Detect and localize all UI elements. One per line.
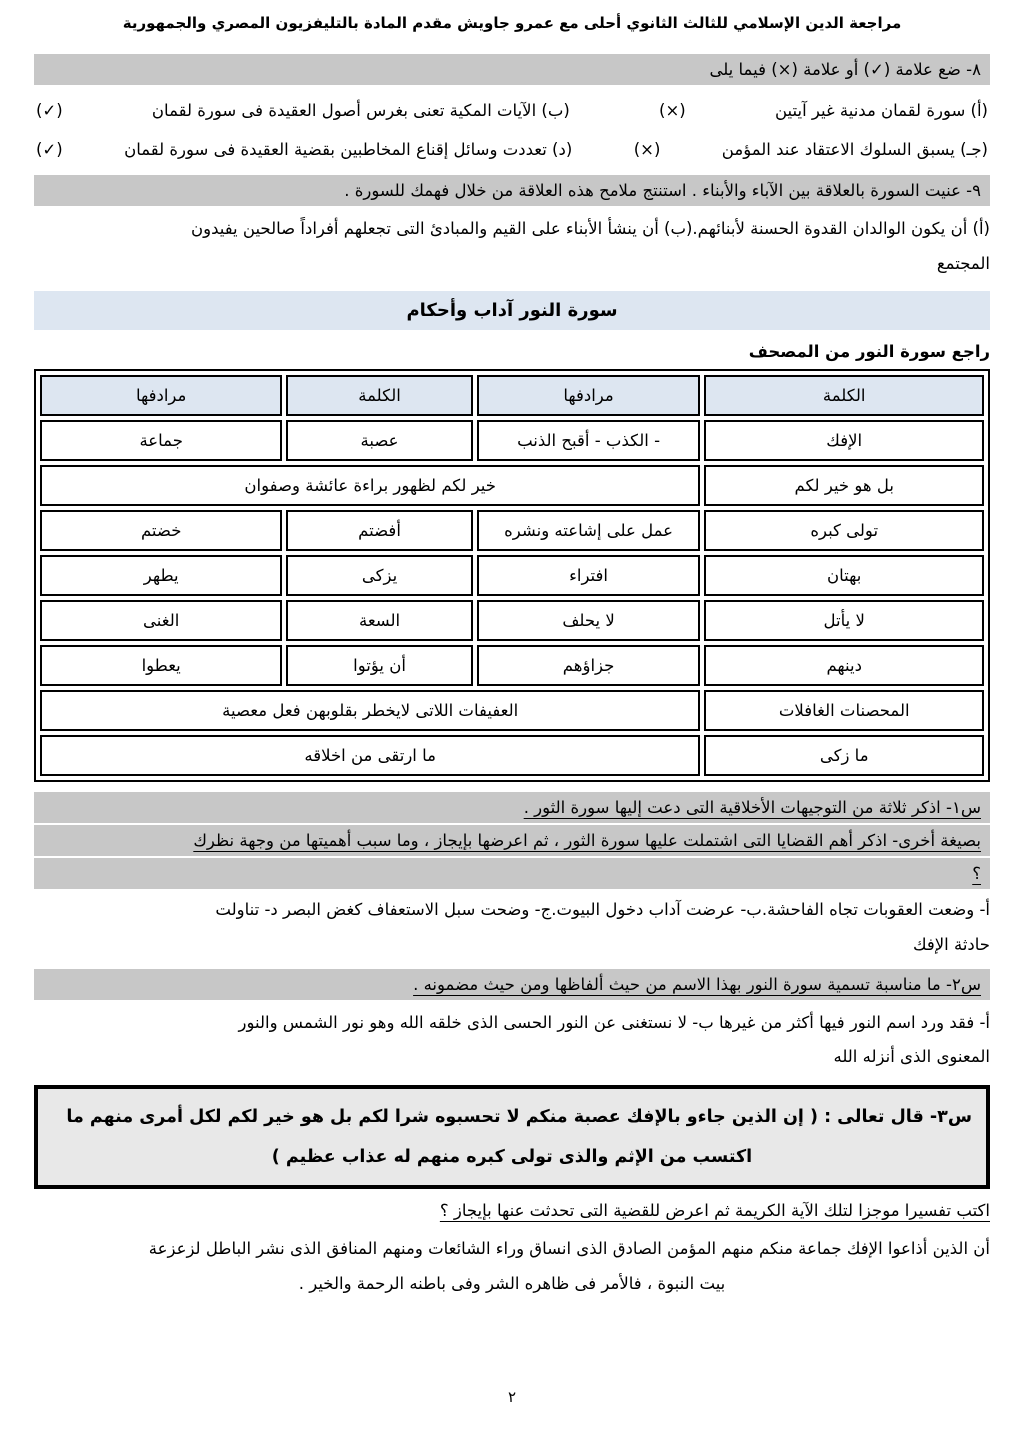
q1-line2: بصيغة أخرى- اذكر أهم القضايا التى اشتملت عليها سورة الثور ، ثم اعرضها بإيجاز ، وما سبب أهميتها من وجهة نظرك bbox=[193, 831, 981, 851]
q8-row-cd bbox=[34, 130, 990, 169]
vocab-cell: يزكى bbox=[286, 555, 472, 596]
q8-item-a: (أ) سورة لقمان مدنية غير آيتين bbox=[774, 101, 988, 120]
q2-answer-line2: المعنوى الذى أنزله الله bbox=[833, 1047, 990, 1067]
vocab-header-cell: مرادفها bbox=[40, 375, 282, 416]
q1-line3-bar bbox=[34, 858, 990, 889]
vocab-cell: الإفك bbox=[704, 420, 984, 461]
vocab-row bbox=[40, 645, 984, 686]
q9-title-bar bbox=[34, 175, 990, 206]
q8-item-b: (ب) الآيات المكية تعنى بغرس أصول العقيدة فى سورة لقمان bbox=[151, 101, 570, 120]
q3-task bbox=[34, 1201, 990, 1220]
vocab-cell-merged: العفيفات اللاتى لايخطر بقلوبهن فعل معصية bbox=[40, 690, 700, 731]
vocab-cell: المحصنات الغافلات bbox=[704, 690, 984, 731]
q8-item-d: (د) تعددت وسائل إقناع المخاطبين بقضية العقيدة فى سورة لقمان bbox=[124, 140, 573, 159]
vocab-cell: لا يحلف bbox=[477, 600, 701, 641]
q1-answer-line1: أ- وضعت العقوبات تجاه الفاحشة.ب- عرضت آداب دخول البيوت.ج- وضحت سبل الاستعفاف كغض البصر د- تناولت bbox=[215, 900, 990, 920]
q3-answer-line1: أن الذين أذاعوا الإفك جماعة منكم منهم المؤمن الصادق الذى انساق وراء الشائعات ومنهم المنافق الذى نشر الباطل لزعزعة bbox=[148, 1239, 990, 1259]
vocab-cell: أفضتم bbox=[286, 510, 472, 551]
section-title-bar bbox=[34, 291, 990, 330]
vocab-cell: افتراء bbox=[477, 555, 701, 596]
q9-answer bbox=[34, 212, 990, 281]
q1-answer-line2: حادثة الإفك bbox=[912, 934, 990, 954]
q1-line3: ؟ bbox=[972, 864, 981, 884]
vocab-cell: لا يأتل bbox=[704, 600, 984, 641]
vocab-cell: يطهر bbox=[40, 555, 282, 596]
vocab-cell-merged: خير لكم لظهور براءة عائشة وصفوان bbox=[40, 465, 700, 506]
vocab-cell: بل هو خير لكم bbox=[704, 465, 984, 506]
vocab-header-cell: مرادفها bbox=[477, 375, 701, 416]
q8-title: ٨- ضع علامة (✓) أو علامة (×) فيما يلى bbox=[709, 60, 981, 79]
section-title: سورة النور آداب وأحكام bbox=[406, 300, 618, 322]
q3-answer-line2: بيت النبوة ، فالأمر فى ظاهره الشر وفى باطنه الرحمة والخير . bbox=[298, 1273, 726, 1293]
vocab-cell: أن يؤتوا bbox=[286, 645, 472, 686]
vocab-header-cell: الكلمة bbox=[286, 375, 472, 416]
vocab-cell: جزاؤهم bbox=[477, 645, 701, 686]
q2-title: س٢- ما مناسبة تسمية سورة النور بهذا الاسم من حيث ألفاظها ومن حيث مضمونه . bbox=[413, 974, 981, 994]
vocab-cell: عمل على إشاعته ونشره bbox=[477, 510, 701, 551]
q3-verse-line1: س٣- قال تعالى : ( إن الذين جاءو بالإفك عصبة منكم لا تحسبوه شرا لكم بل هو خير لكم لكل أمرى منهم ما bbox=[66, 1106, 972, 1127]
q1-line2-bar bbox=[34, 825, 990, 856]
q1-line1-bar bbox=[34, 792, 990, 823]
vocab-cell: بهتان bbox=[704, 555, 984, 596]
vocab-row bbox=[40, 600, 984, 641]
vocab-cell: دينهم bbox=[704, 645, 984, 686]
q9-title: ٩- عنيت السورة بالعلاقة بين الآباء والأبناء . استنتج ملامح هذه العلاقة من خلال فهمك للسورة . bbox=[344, 181, 981, 200]
vocab-row bbox=[40, 465, 984, 506]
q3-verse-box bbox=[34, 1085, 990, 1190]
q8-mark-b: (✓) bbox=[36, 101, 63, 120]
vocab-cell: خضتم bbox=[40, 510, 282, 551]
q8-mark-c: (×) bbox=[633, 140, 661, 159]
q2-answer bbox=[34, 1006, 990, 1075]
vocab-cell: يعطوا bbox=[40, 645, 282, 686]
q8-title-bar bbox=[34, 54, 990, 85]
vocab-row bbox=[40, 510, 984, 551]
q1-answer bbox=[34, 893, 990, 962]
vocab-cell: الغنى bbox=[40, 600, 282, 641]
vocab-cell: السعة bbox=[286, 600, 472, 641]
q3-verse-line2: اكتسب من الإثم والذى تولى كبره منهم له عذاب عظيم ) bbox=[271, 1147, 753, 1168]
vocab-row bbox=[40, 420, 984, 461]
q8-item-c: (جـ) يسبق السلوك الاعتقاد عند المؤمن bbox=[721, 140, 988, 159]
q8-mark-d: (✓) bbox=[36, 140, 63, 159]
vocab-cell: ما زكى bbox=[704, 735, 984, 776]
vocab-row bbox=[40, 735, 984, 776]
vocab-cell: تولى كبره bbox=[704, 510, 984, 551]
q2-title-bar bbox=[34, 969, 990, 1000]
q2-answer-line1: أ- فقد ورد اسم النور فيها أكثر من غيرها ب- لا نستغنى عن النور الحسى الذى خلقه الله وهو نور الشمس والنور bbox=[238, 1012, 990, 1032]
q8-mark-a: (×) bbox=[659, 101, 686, 120]
q1-line1: س١- اذكر ثلاثة من التوجيهات الأخلاقية التى دعت إليها سورة الثور . bbox=[523, 798, 981, 818]
q3-task-text: اكتب تفسيرا موجزا لتلك الآية الكريمة ثم اعرض للقضية التى تحدثت عنها بإيجاز ؟ bbox=[439, 1201, 990, 1221]
vocab-header-row bbox=[40, 375, 984, 416]
vocab-row bbox=[40, 690, 984, 731]
section-subtitle: راجع سورة النور من المصحف bbox=[748, 342, 990, 362]
vocab-cell: عصبة bbox=[286, 420, 472, 461]
q9-answer-line1: (أ) أن يكون الوالدان القدوة الحسنة لأبنائهم.(ب) أن ينشأ الأبناء على القيم والمبادئ التى تجعلهم أفراداً صالحين يفيدون bbox=[190, 219, 990, 238]
q9-answer-line2: المجتمع bbox=[936, 253, 990, 273]
vocab-cell: - الكذب - أقبح الذنب bbox=[477, 420, 701, 461]
vocab-cell: جماعة bbox=[40, 420, 282, 461]
page-number: ٢ bbox=[507, 1388, 517, 1406]
vocab-table bbox=[34, 369, 990, 782]
q1-block bbox=[34, 792, 990, 889]
q8-row-ab bbox=[34, 91, 990, 130]
vocab-cell-merged: ما ارتقى من اخلاقه bbox=[40, 735, 700, 776]
vocab-row bbox=[40, 555, 984, 596]
q3-answer bbox=[34, 1232, 990, 1301]
document-title: مراجعة الدين الإسلامي للثالث الثانوي أحلى مع عمرو جاويش مقدم المادة بالتليفزيون المصري والجمهورية bbox=[122, 14, 902, 32]
vocab-header-cell: الكلمة bbox=[704, 375, 984, 416]
